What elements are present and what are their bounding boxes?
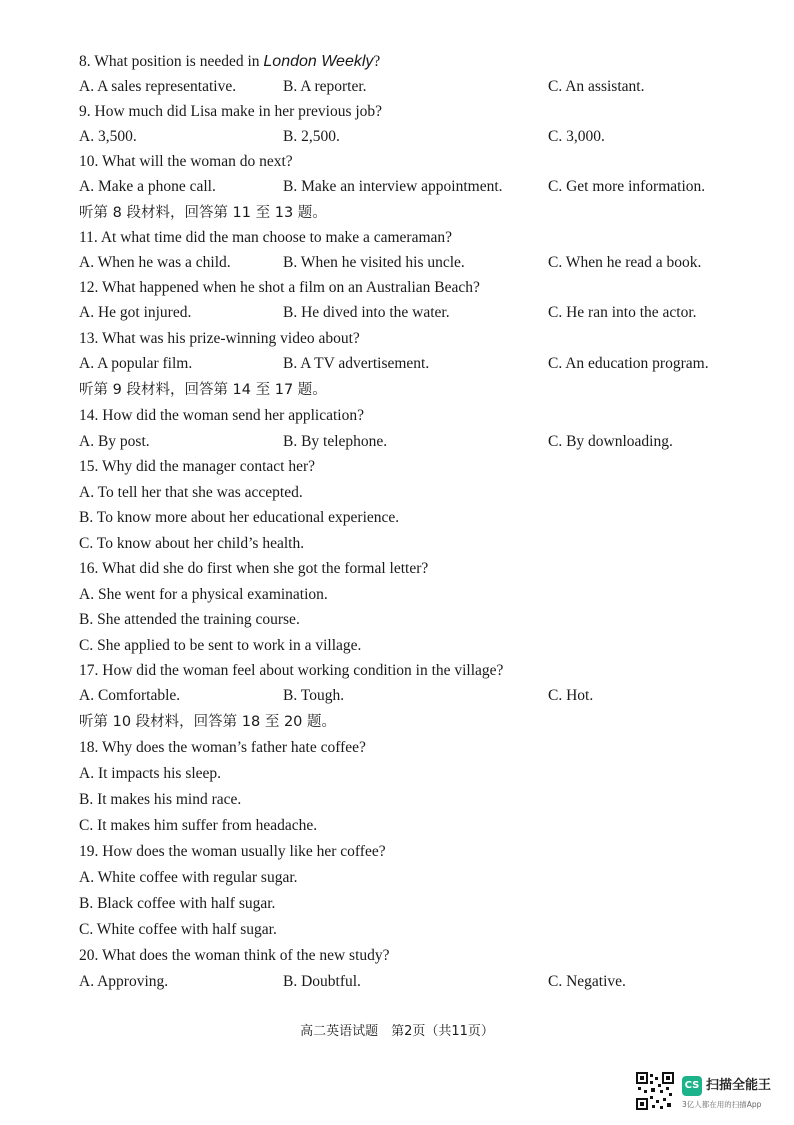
question-text: 8. What position is needed in [79, 53, 264, 70]
question-stem [79, 278, 480, 298]
question-stem [79, 329, 360, 349]
option-a: A. He got injured. [79, 304, 192, 321]
option-b: B. 2,500. [283, 128, 340, 145]
option-b: B. Tough. [283, 687, 345, 704]
question-text: B. To know more about her educational experience. [79, 509, 400, 526]
question-text: 11. At what time did the man choose to make a cameraman? [79, 229, 453, 246]
question-stem [79, 661, 503, 681]
question-stem [79, 152, 293, 172]
option-b: B. A reporter. [283, 78, 367, 95]
option-a: A. Comfortable. [79, 687, 181, 704]
scanner-app-name: 扫描全能王 [706, 1078, 772, 1093]
question-text: 15. Why did the manager contact her? [79, 458, 315, 475]
option-a: A. A sales representative. [79, 78, 237, 95]
option-c: C. 3,000. [548, 128, 605, 145]
question-mark: ? [373, 53, 381, 70]
option-b: B. A TV advertisement. [283, 355, 430, 372]
option-c: C. An assistant. [548, 78, 645, 95]
question-stem [79, 559, 428, 579]
scanner-logo-icon: CS [682, 1076, 702, 1096]
option-b: B. When he visited his uncle. [283, 254, 465, 271]
question-text: B. Black coffee with half sugar. [79, 895, 276, 912]
section-instruction: 听第 9 段材料，回答第 14 至 17 题。 [79, 382, 327, 398]
option-a: A. 3,500. [79, 128, 137, 145]
option-c: C. Negative. [548, 973, 626, 990]
option-b: B. By telephone. [283, 433, 388, 450]
page-footer: 高二英语试题 第2页（共11页） [300, 1024, 494, 1039]
option-a: A. By post. [79, 433, 150, 450]
option-b: B. He dived into the water. [283, 304, 450, 321]
section-instruction: 听第 10 段材料，回答第 18 至 20 题。 [79, 714, 337, 730]
question-text: A. It impacts his sleep. [79, 765, 222, 782]
publication-title: London Weekly [263, 53, 374, 70]
question-text: C. White coffee with half sugar. [79, 921, 277, 938]
question-text: 16. What did she do first when she got the formal letter? [79, 560, 429, 577]
question-stem [79, 406, 364, 426]
scanner-watermark [636, 1072, 786, 1112]
question-text: 19. How does the woman usually like her coffee? [79, 843, 386, 860]
question-text: 10. What will the woman do next? [79, 153, 293, 170]
question-stem [79, 102, 382, 122]
question-stem [79, 457, 315, 477]
option-line [79, 534, 304, 554]
question-stem [79, 228, 452, 248]
question-text: 18. Why does the woman’s father hate coffee? [79, 739, 366, 756]
option-line [79, 585, 328, 605]
option-a: A. A popular film. [79, 355, 193, 372]
question-stem [79, 738, 366, 758]
question-text: 9. How much did Lisa make in her previous job? [79, 103, 383, 120]
question-text: A. To tell her that she was accepted. [79, 484, 303, 501]
question-text: B. She attended the training course. [79, 611, 300, 628]
question-stem [79, 842, 386, 862]
option-line [79, 610, 300, 630]
question-text: A. White coffee with regular sugar. [79, 869, 298, 886]
question-text: 17. How did the woman feel about working condition in the village? [79, 662, 504, 679]
question-text: B. It makes his mind race. [79, 791, 242, 808]
option-a: A. Make a phone call. [79, 178, 216, 195]
option-line [79, 636, 361, 656]
option-line [79, 868, 298, 888]
option-c: C. Hot. [548, 687, 594, 704]
option-line [79, 920, 277, 940]
scanner-tagline: 3亿人都在用的扫描App [682, 1100, 762, 1109]
question-text: 14. How did the woman send her application? [79, 407, 364, 424]
question-text: 20. What does the woman think of the new study? [79, 947, 390, 964]
question-stem [79, 946, 390, 966]
section-instruction: 听第 8 段材料，回答第 11 至 13 题。 [79, 205, 327, 221]
option-b: B. Make an interview appointment. [283, 178, 503, 195]
question-text: C. She applied to be sent to work in a village. [79, 637, 362, 654]
option-c: C. When he read a book. [548, 254, 702, 271]
question-text: 13. What was his prize-winning video about? [79, 330, 360, 347]
option-c: C. Get more information. [548, 178, 706, 195]
option-line [79, 790, 241, 810]
option-line [79, 483, 303, 503]
option-b: B. Doubtful. [283, 973, 361, 990]
option-c: C. By downloading. [548, 433, 673, 450]
question-text: C. It makes him suffer from headache. [79, 817, 318, 834]
question-stem [79, 52, 380, 72]
question-text: C. To know about her child’s health. [79, 535, 305, 552]
question-text: 12. What happened when he shot a film on an Australian Beach? [79, 279, 480, 296]
option-c: C. An education program. [548, 355, 709, 372]
option-a: A. Approving. [79, 973, 169, 990]
qr-code-icon [636, 1072, 674, 1110]
question-text: A. She went for a physical examination. [79, 586, 328, 603]
option-line [79, 764, 221, 784]
option-a: A. When he was a child. [79, 254, 231, 271]
option-line [79, 508, 399, 528]
option-line [79, 894, 275, 914]
option-line [79, 816, 317, 836]
option-c: C. He ran into the actor. [548, 304, 697, 321]
